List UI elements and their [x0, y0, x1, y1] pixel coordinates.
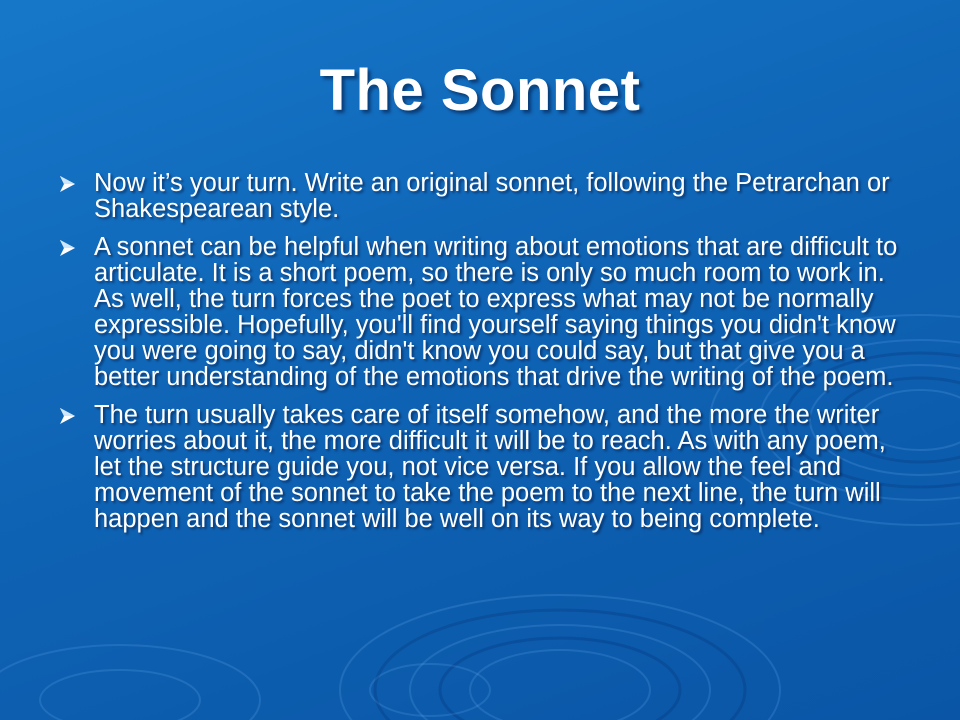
bullet-item: [58, 170, 908, 222]
bullet-list: [58, 170, 908, 544]
bullet-text: A sonnet can be helpful when writing about emotions that are difficult to articulate. It is a short poem, so there is only so much room to work in. As well, the turn forces the poet to express what may not be normally expressible. Hopefully, you'll find yourself saying things you didn't know you were going to say, didn't know you could say, but that give you a better understanding of the emotions that drive the writing of the poem.: [94, 233, 898, 391]
arrowhead-bullet-icon: [58, 407, 76, 425]
bullet-item: [58, 234, 908, 390]
bullet-text: The turn usually takes care of itself somehow, and the more the writer worries about it, the more difficult it will be to reach. As with any poem, let the structure guide you, not vice versa. If you allow the feel and movement of the sonnet to take the poem to the next line, the turn will happen and the sonnet will be well on its way to being complete.: [94, 401, 886, 533]
bullet-text: Now it’s your turn. Write an original sonnet, following the Petrarchan or Shakespearean style.: [94, 169, 890, 223]
arrowhead-bullet-icon: [58, 175, 76, 193]
bullet-item: [58, 402, 908, 532]
arrowhead-bullet-icon: [58, 239, 76, 257]
slide-title: The Sonnet: [319, 58, 641, 123]
